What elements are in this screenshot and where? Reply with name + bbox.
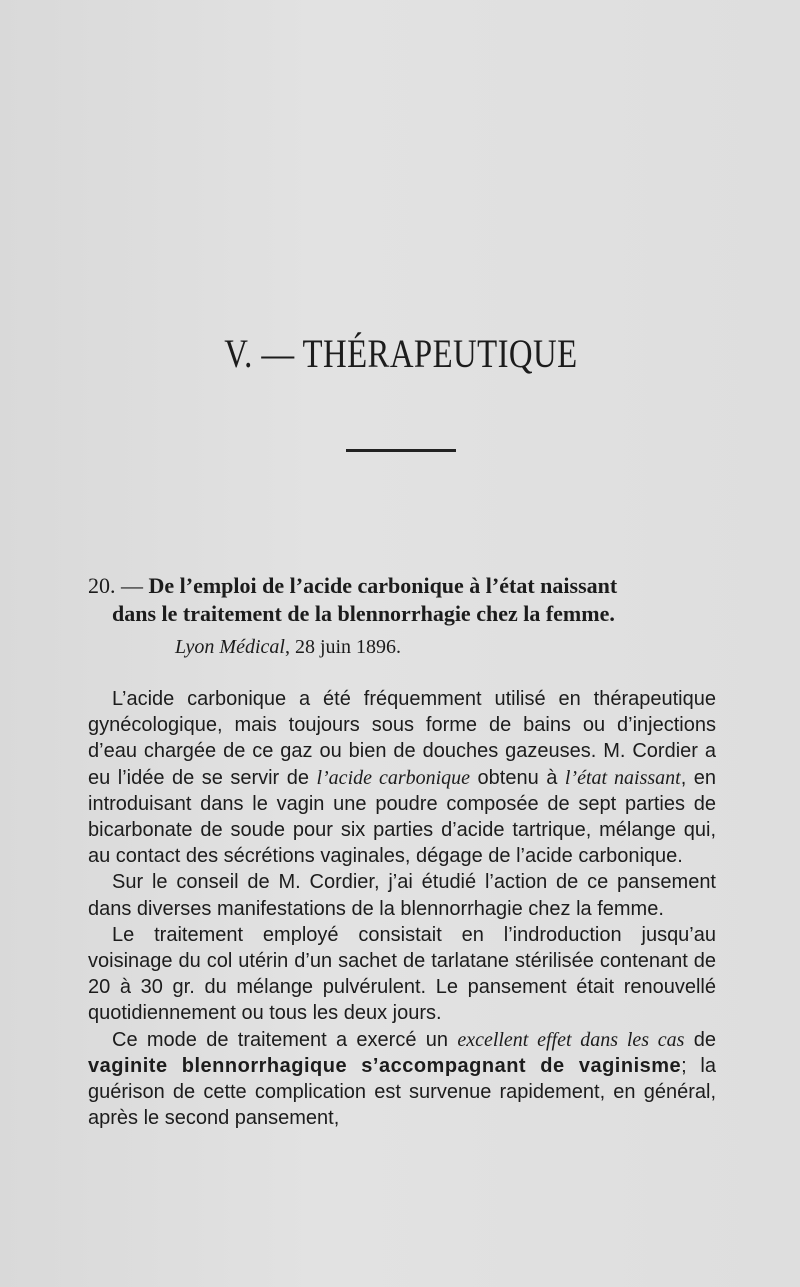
p1-text-a: L’acide carbonique a été fréquemment utilisé en thérapeutique gynécologique, mais toujours sous forme de bains ou d’injections d’eau chargée de ce gaz ou bien de douches gazeuses. M. Cordier a eu l’idée de se servir de — [88, 688, 716, 789]
paragraph-4 — [88, 1027, 716, 1132]
p4-text-c: ; la guérison de cette complication est survenue rapidement, en général, après le second pansement, — [88, 1054, 716, 1130]
article-body — [88, 686, 716, 1131]
source-date: , 28 juin 1896. — [284, 636, 402, 658]
title-rule — [346, 449, 456, 452]
p4-italic: excellent effet dans les cas — [457, 1028, 685, 1051]
p1-italic-1: l’acide carbonique — [316, 766, 471, 789]
source-journal: Lyon Médical — [175, 636, 285, 658]
p4-text-b: de — [684, 1028, 717, 1051]
p4-bold: vaginite blennorrhagique s’accompagnant de vaginisme — [88, 1054, 682, 1077]
chapter-title: V. — THÉRAPEUTIQUE — [224, 331, 578, 376]
p1-text-b: obtenu à — [470, 766, 565, 789]
p1-text-c: , en introduisant dans le vagin une poudre composée de sept parties de bicarbonate de soude pour six parties d’acide tartrique, mélange qui, au contact des sécrétions vaginales, dégage de l’acide carbonique. — [88, 766, 717, 868]
article-title-line1: De l’emploi de l’acide carbonique à l’état naissant — [148, 573, 618, 598]
paragraph-2: Sur le conseil de M. Cordier, j’ai étudié l’action de ce pansement dans diverses manifestations de la blennorrhagie chez la femme. — [88, 871, 716, 920]
article-number: 20. — — [88, 573, 149, 598]
article-title-line2: dans le traitement de la blennorrhagie chez la femme. — [112, 601, 615, 626]
paragraph-3: Le traitement employé consistait en l’indroduction jusqu’au voisinage du col utérin d’un sachet de tarlatane stérilisée contenant de 20 à 30 gr. du mélange pulvérulent. Le pansement était renouvellé quotidiennement ou tous les deux jours. — [88, 923, 716, 1025]
article-source — [175, 636, 401, 659]
paragraph-1 — [88, 686, 716, 869]
article-heading — [88, 572, 738, 628]
p4-text-a: Ce mode de traitement a exercé un — [112, 1028, 458, 1051]
p1-italic-2: l’état naissant — [564, 766, 681, 789]
